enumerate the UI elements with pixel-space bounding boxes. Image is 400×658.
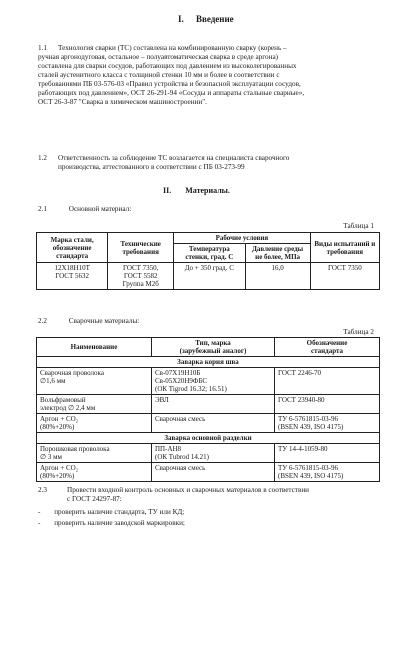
- text-line: требованиями ПБ 03-576-03 «Правил устройства и безопасной эксплуатации сосудов,: [38, 80, 301, 88]
- cell-line: Аргон + CO₂: [40, 415, 79, 423]
- paragraph-2-1: [38, 205, 131, 214]
- cell-line: (ОК Tigrod 16.32; 16.51): [155, 385, 227, 393]
- cell-line: Порошковая проволока: [40, 445, 110, 453]
- cell-name: [37, 463, 152, 482]
- dash-marker: -: [38, 519, 41, 527]
- cell-name: [37, 444, 152, 463]
- cell-line: ТУ 6-5761815-03-96: [278, 415, 338, 423]
- col-header-work-conditions: Рабочие условия: [174, 233, 311, 244]
- dash-marker: -: [38, 508, 41, 516]
- header-line: стандарта: [310, 347, 344, 355]
- paragraph-number: 2.1: [38, 205, 47, 213]
- table-row: [37, 444, 380, 463]
- cell-standard: [275, 444, 380, 463]
- heading-number: II.: [163, 186, 172, 195]
- col-header-pressure: Давление среды не более, МПа: [245, 244, 310, 263]
- cell-line: (BSEN 439, ISO 4175): [278, 472, 344, 480]
- text-line: Провести входной контроль основных и сварочных материалов в соответствии: [67, 486, 310, 494]
- paragraph-2-3: [67, 486, 387, 504]
- cell-pressure: 16,0: [245, 263, 310, 290]
- col-header-standard: [275, 338, 380, 357]
- table-2-caption: Таблица 2: [343, 328, 374, 336]
- cell-line: (80%+20%): [40, 423, 75, 431]
- col-header-name: Наименование: [37, 338, 152, 357]
- list-item: [38, 518, 185, 529]
- cell-type: [152, 463, 275, 482]
- cell-line: 12Х18Н10Т: [54, 264, 90, 272]
- cell-standard: [275, 368, 380, 395]
- cell-line: ПП-АН8: [155, 445, 182, 453]
- list-item-text: проверить наличие заводской маркировки;: [54, 519, 185, 527]
- table-row: [37, 414, 380, 433]
- col-header-steel: Марка стали, обозначение стандарта: [37, 233, 108, 263]
- list-item-text: проверить наличие стандарта, ТУ или КД;: [54, 508, 185, 516]
- cell-standard: [275, 414, 380, 433]
- col-header-temperature: Температура стенки, град. С: [174, 244, 245, 263]
- welding-materials-table: [36, 337, 380, 482]
- paragraph-number: 2.3: [38, 486, 47, 494]
- text-line: Ответственность за соблюдение ТС возлагается на специалиста сварочного: [58, 154, 290, 162]
- cell-line: Группа М2б: [122, 280, 159, 288]
- cell-name: [37, 368, 152, 395]
- cell-line: (BSEN 439, ISO 4175): [278, 423, 344, 431]
- cell-type: [152, 368, 275, 395]
- paragraph-title: Основной материал:: [68, 205, 132, 213]
- header-line: (зарубежный аналог): [179, 347, 247, 355]
- section-heading-materials: [163, 186, 230, 195]
- list-item: [38, 507, 185, 518]
- paragraph-1-2: [58, 154, 388, 172]
- table-row: [37, 395, 380, 414]
- text-line: с ГОСТ 24297-87:: [67, 495, 122, 503]
- base-material-table: [36, 232, 380, 290]
- header-line: Тип, марка: [195, 339, 231, 347]
- cell-line: электрод ∅ 2,4 мм: [40, 404, 96, 412]
- cell-line: ГОСТ 7350,: [122, 264, 159, 272]
- cell-steel: [37, 263, 108, 290]
- paragraph-number: 1.1: [38, 44, 47, 52]
- cell-standard: [275, 395, 380, 414]
- cell-temperature: До + 350 град. С: [174, 263, 245, 290]
- cell-line: Сварочная проволока: [40, 369, 104, 377]
- paragraph-number: 1.2: [38, 154, 47, 162]
- cell-type: [152, 444, 275, 463]
- text-line: работающих под давлением», ОСТ 26-291-94 «Сосуды и аппараты стальные сварные»,: [38, 89, 305, 97]
- cell-standard: [275, 463, 380, 482]
- cell-line: ∅1,6 мм: [40, 377, 66, 385]
- section-row-root: Заварка корня шва: [37, 357, 380, 368]
- paragraph-title: Сварочные материалы:: [68, 317, 140, 325]
- cell-line: ТУ 6-5761815-03-96: [278, 464, 338, 472]
- table-1-caption: Таблица 1: [343, 222, 374, 230]
- cell-line: ГОСТ 23940-80: [278, 396, 325, 404]
- cell-line: Аргон + CO₂: [40, 464, 79, 472]
- table-row: [37, 263, 380, 290]
- col-header-tests: Виды испытаний и требования: [310, 233, 379, 263]
- cell-line: ∅ 3 мм: [40, 453, 62, 461]
- cell-line: Сварочная смесь: [155, 415, 206, 423]
- cell-type: [152, 414, 275, 433]
- check-list: [38, 507, 185, 529]
- cell-tech: [108, 263, 174, 290]
- text-line: ОСТ 26-3-87 "Сварка в химическом машиностроении".: [38, 98, 207, 106]
- heading-title: Материалы.: [185, 186, 230, 195]
- text-line: ручная аргонодуговая, остальное – полуавтоматическая сварка в среде аргона): [38, 53, 279, 61]
- table-row: [37, 463, 380, 482]
- text-line: составлена для сварки сосудов, работающих под давлением из высоколегированных: [38, 62, 297, 70]
- heading-title: Введение: [196, 14, 234, 24]
- col-header-tech: Технические требования: [108, 233, 174, 263]
- cell-line: ГОСТ 5632: [55, 272, 90, 280]
- paragraph-number: 2.2: [38, 317, 47, 325]
- cell-line: Св-07Х19Н10Б: [155, 369, 201, 377]
- table-row: [37, 368, 380, 395]
- cell-name: [37, 414, 152, 433]
- cell-line: ТУ 14-4-1059-80: [278, 445, 328, 453]
- text-line: Технология сварки (ТС) составлена на комбинированную сварку (корень –: [58, 44, 287, 52]
- cell-line: ГОСТ 5582: [123, 272, 158, 280]
- cell-line: (80%+20%): [40, 472, 75, 480]
- cell-type: [152, 395, 275, 414]
- cell-line: Сварочная смесь: [155, 464, 206, 472]
- cell-line: (ОК Tubrod 14.21): [155, 453, 209, 461]
- header-line: Обозначение: [306, 339, 348, 347]
- cell-name: [37, 395, 152, 414]
- cell-line: ЭВЛ: [155, 396, 169, 404]
- col-header-type: [152, 338, 275, 357]
- cell-line: Св-05Х20Н9ФБС: [155, 377, 208, 385]
- paragraph-1-1: [38, 44, 383, 107]
- text-line: сталей аустенитного класса с толщиной стенки 10 мм и более в соответствии с: [38, 71, 280, 79]
- paragraph-2-2: [38, 317, 139, 326]
- section-row-fill: Заварка основной разделки: [37, 433, 380, 444]
- cell-tests: ГОСТ 7350: [310, 263, 379, 290]
- cell-line: ГОСТ 2246-70: [278, 369, 322, 377]
- cell-line: Вольфрамовый: [40, 396, 86, 404]
- heading-number: I.: [178, 14, 184, 24]
- text-line: производства, аттестованного в соответствии с ПБ 03-273-99: [58, 163, 245, 171]
